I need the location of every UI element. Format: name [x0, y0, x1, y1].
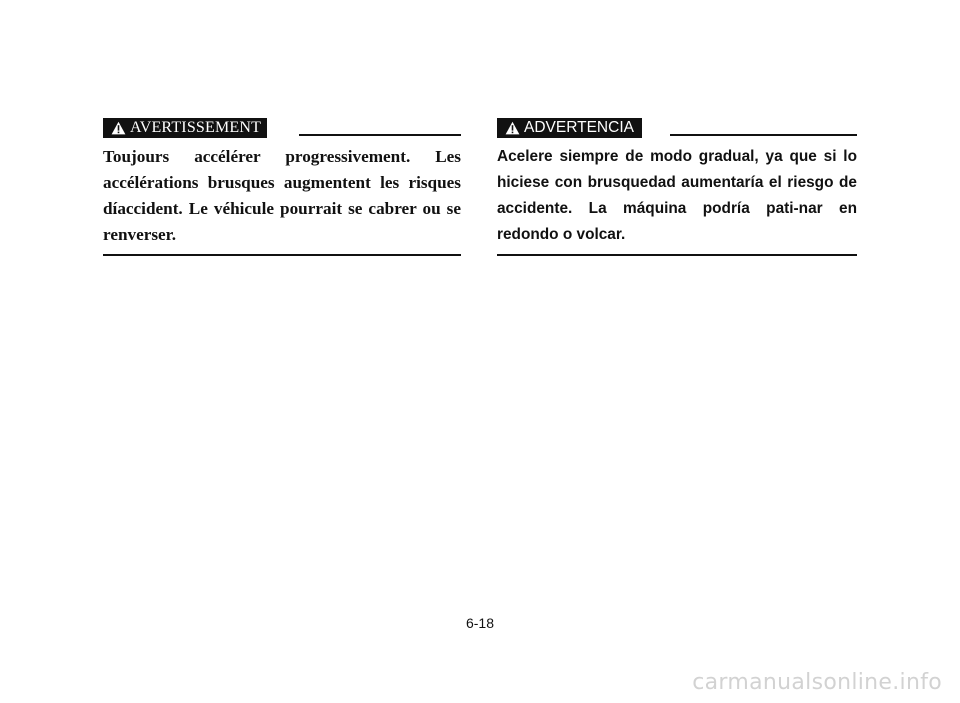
warning-header	[103, 118, 461, 140]
warning-label	[103, 118, 267, 138]
header-rule	[299, 134, 461, 136]
page-number: 6-18	[465, 615, 495, 631]
warning-triangle-icon	[505, 121, 520, 135]
header-rule	[670, 134, 857, 136]
warning-label-text: AVERTISSEMENT	[130, 119, 262, 136]
bottom-rule	[497, 254, 857, 256]
warning-box-french	[103, 118, 461, 256]
warning-triangle-icon	[111, 121, 126, 135]
bottom-rule	[103, 254, 461, 256]
warning-text: Toujours accélérer progressivement. Les accélérations brusques augmentent les risques díaccident. Le véhicule pourrait se cabrer ou se renverser.	[103, 147, 461, 244]
warning-label-text: ADVERTENCIA	[524, 119, 634, 136]
warning-box-spanish	[497, 118, 857, 256]
warning-header	[497, 118, 857, 140]
watermark: carmanualsonline.info	[692, 670, 942, 695]
warning-text: Acelere siempre de modo gradual, ya que si lo hiciese con brusquedad aumentaría el riesgo de accidente. La máquina podría pati-nar en redondo o volcar.	[497, 148, 857, 243]
warning-label	[497, 118, 642, 138]
